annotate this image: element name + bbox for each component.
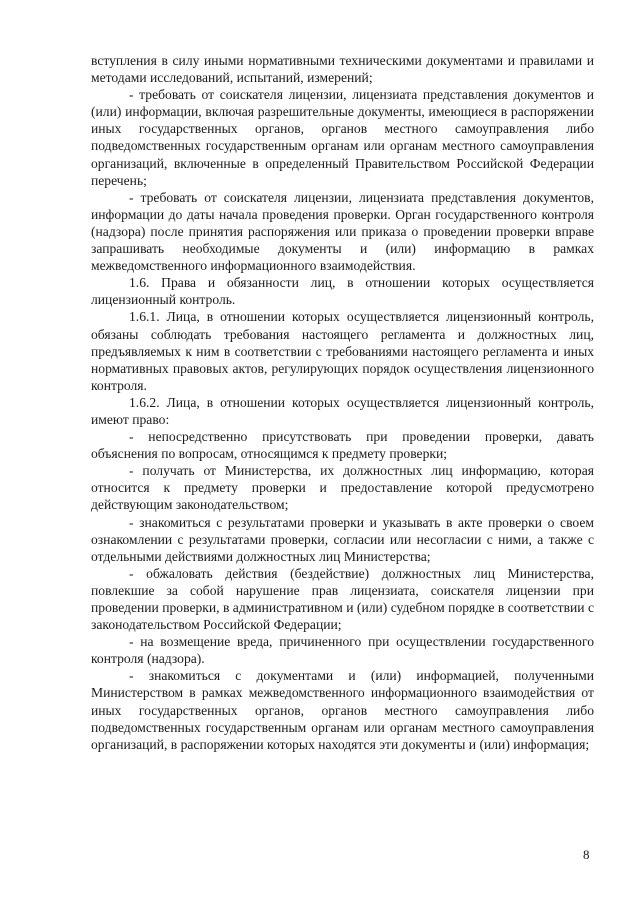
paragraph: - на возмещение вреда, причиненного при осуществлении государственного контроля (надзора). xyxy=(91,634,594,667)
paragraph: - непосредственно присутствовать при проведении проверки, давать объяснения по вопросам, относящимся к предмету проверки; xyxy=(91,429,594,462)
document-body xyxy=(91,52,594,753)
paragraph: - получать от Министерства, их должностных лиц информацию, которая относится к предмету проверки и предоставление которой предусмотрено действующим законодательством; xyxy=(91,463,594,513)
paragraph: 1.6.1. Лица, в отношении которых осуществляется лицензионный контроль, обязаны соблюдать требования настоящего регламента и должностных лиц, предъявляемых к ним в соответствии с требованиями настоящего регламента и иных нормативных правовых актов, регулирующих порядок осуществления лицензионного контроля. xyxy=(91,309,594,393)
paragraph: 1.6. Права и обязанности лиц, в отношении которых осуществляется лицензионный контроль. xyxy=(91,275,594,308)
paragraph: 1.6.2. Лица, в отношении которых осуществляется лицензионный контроль, имеют право: xyxy=(91,394,594,427)
paragraph: - обжаловать действия (бездействие) должностных лиц Министерства, повлекшие за собой нарушение прав лицензиата, соискателя лицензии при проведении проверки, в административном и (или) судебном порядке в соответствии с законодательством Российской Федерации; xyxy=(91,565,594,633)
paragraph: - знакомиться с результатами проверки и указывать в акте проверки о своем ознакомлении с результатами проверки, согласии или несогласии с ними, а также с отдельными действиями должностных лиц Министерства; xyxy=(91,514,594,564)
paragraph: - требовать от соискателя лицензии, лицензиата представления документов, информации до даты начала проведения проверки. Орган государственного контроля (надзора) после принятия распоряжения или приказа о проведении проверки вправе запрашивать необходимые документы и (или) информацию в рамках межведомственного информационного взаимодействия. xyxy=(91,189,594,274)
page-number: 8 xyxy=(583,847,590,862)
paragraph: - знакомиться с документами и (или) информацией, полученными Министерством в рамках межведомственного информационного взаимодействия от иных государственных органов, органов местного самоуправления либо подведомственных государственным органам или органам местного самоуправления организаций, в распоряжении которых находятся эти документы и (или) информация; xyxy=(91,668,594,752)
paragraph: - требовать от соискателя лицензии, лицензиата представления документов и (или) информации, включая разрешительные документы, имеющиеся в распоряжении иных государственных органов, органов местного самоуправления либо подведомственных государственным органам или органам местного самоуправления организаций, включенные в определенный Правительством Российской Федерации перечень; xyxy=(91,87,594,188)
paragraph: вступления в силу иными нормативными техническими документами и правилами и методами исследований, испытаний, измерений; xyxy=(91,53,594,86)
